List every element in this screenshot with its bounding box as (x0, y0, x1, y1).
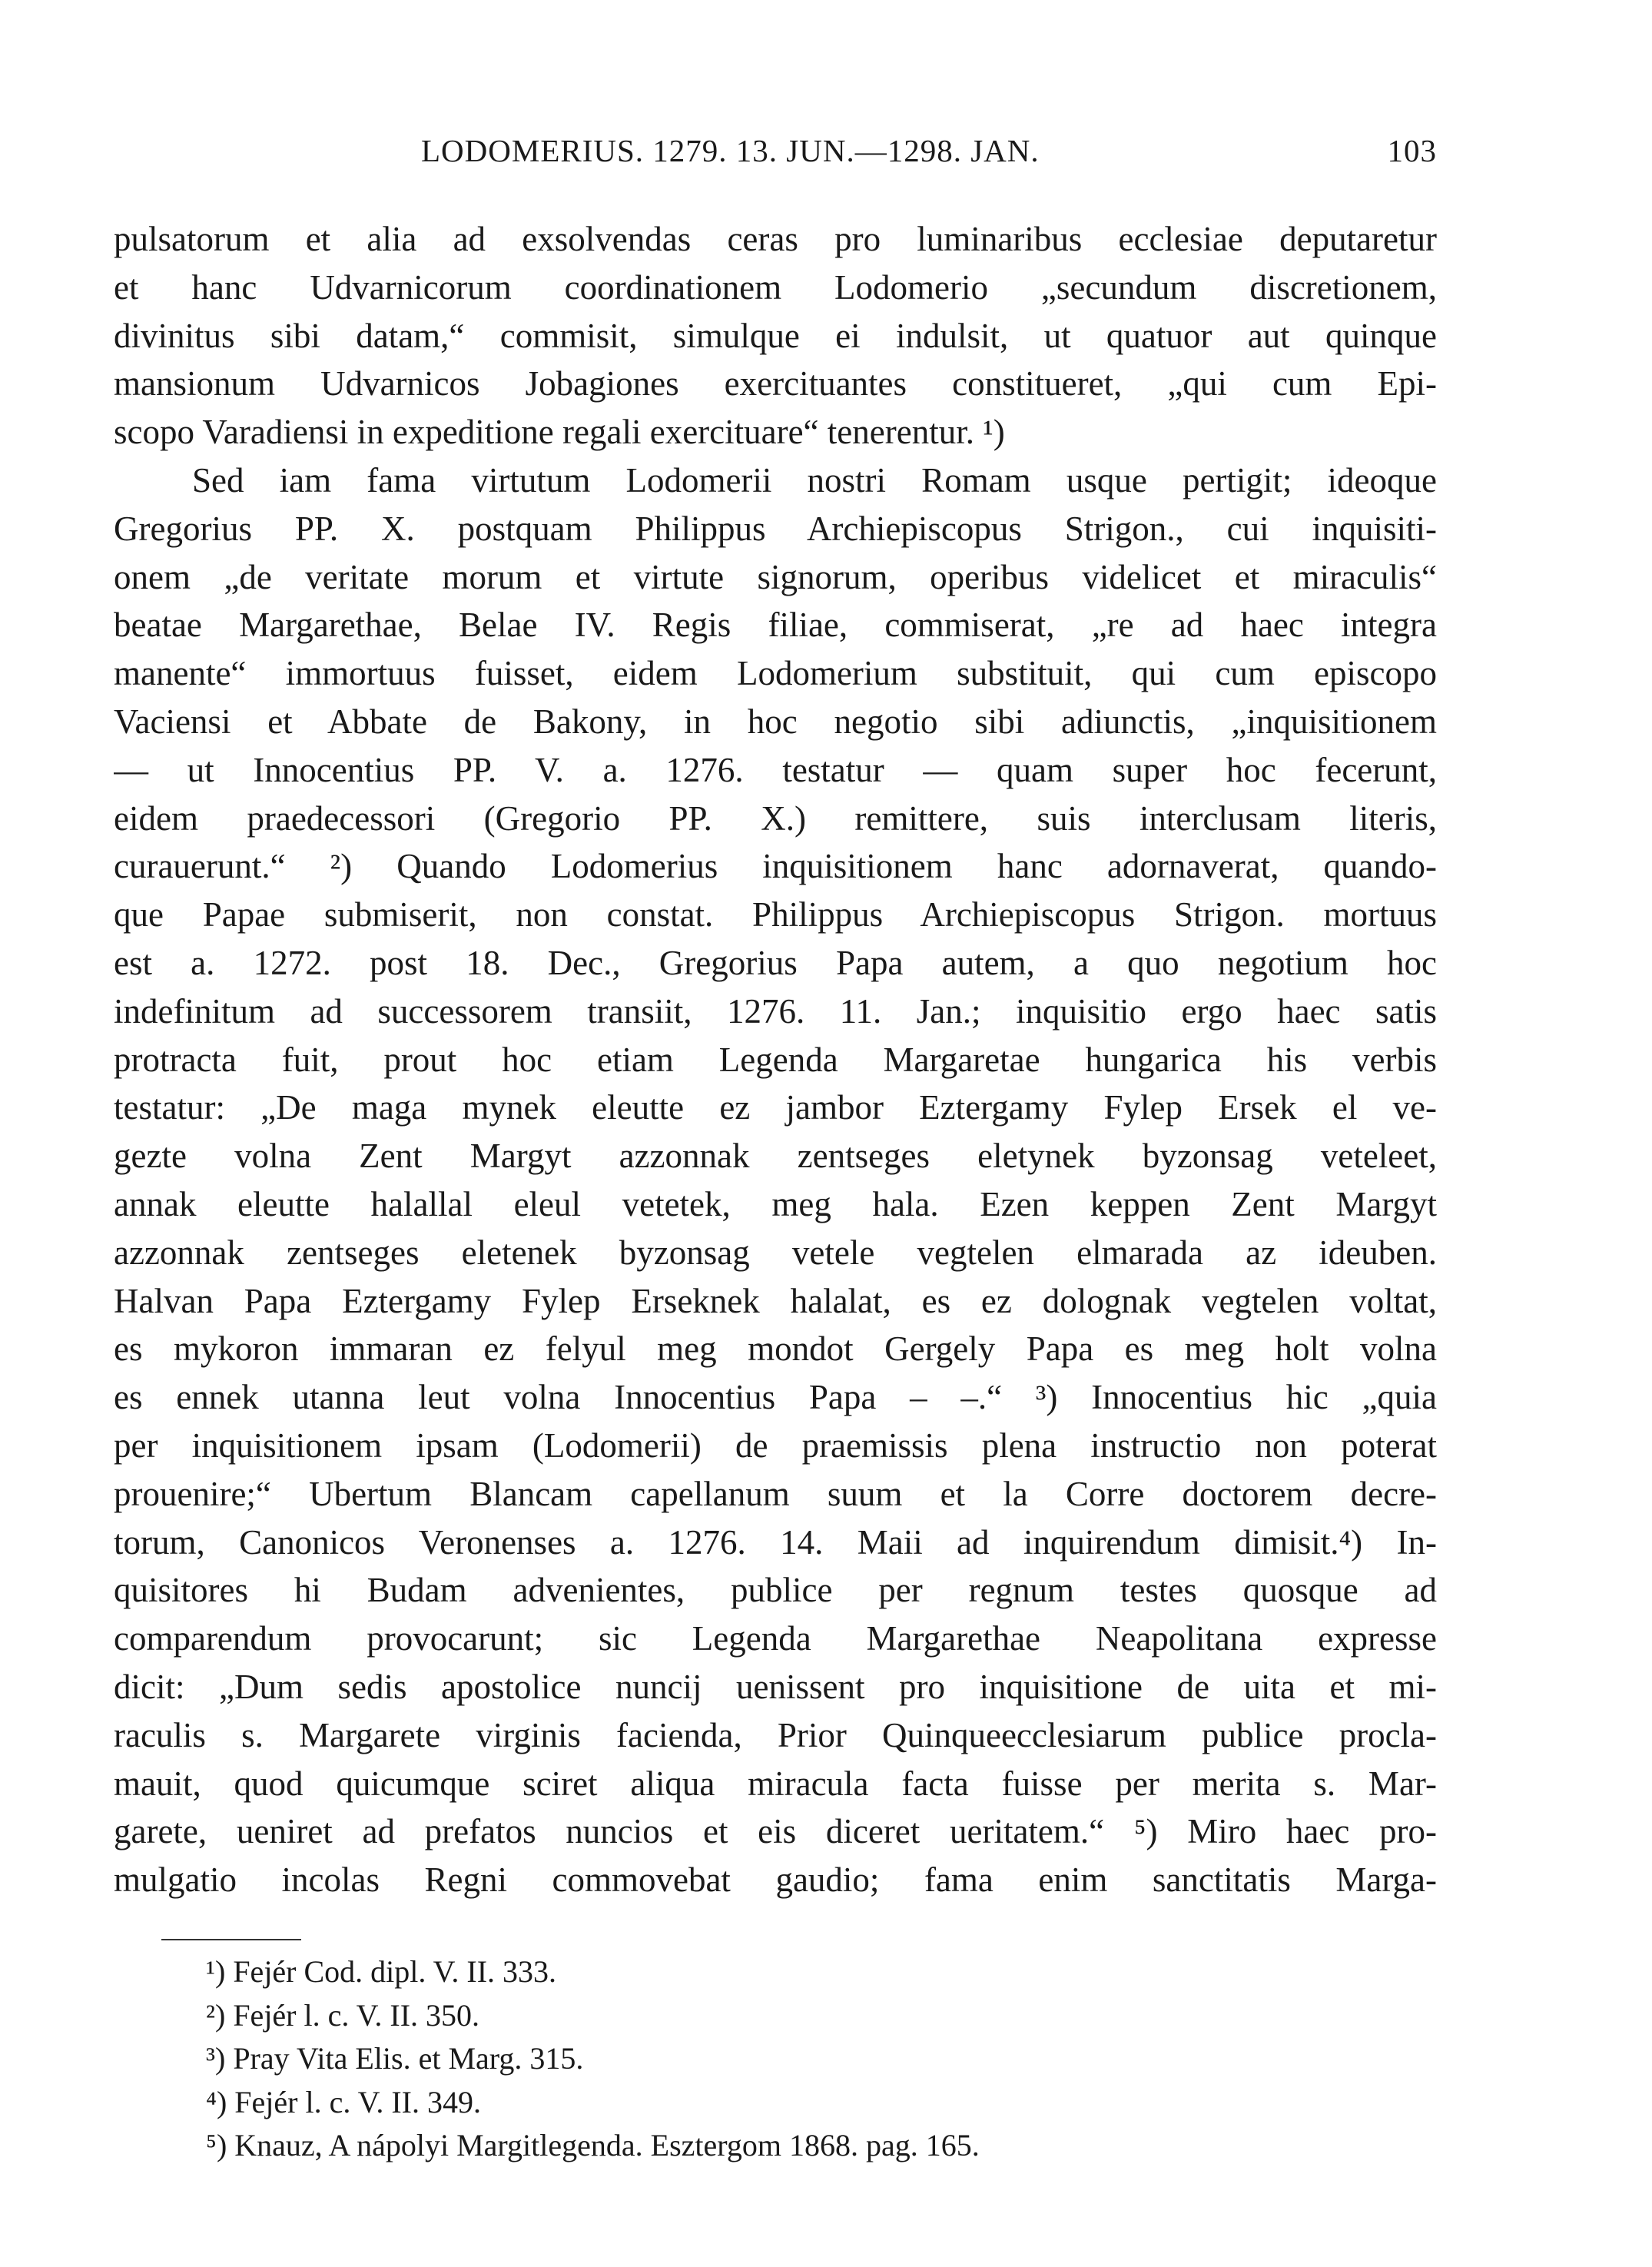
text-line: — ut Innocentius PP. V. a. 1276. testatur — quam super hoc fecerunt, (114, 750, 1437, 789)
footnote-divider (161, 1939, 301, 1940)
text-line: protracta fuit, prout hoc etiam Legenda Margaretae hungarica his verbis (114, 1040, 1437, 1079)
footnote: ⁵) Knauz, A nápolyi Margitlegenda. Esztergom 1868. pag. 165. (206, 2128, 980, 2162)
text-line: que Papae submiserit, non constat. Philippus Archiepiscopus Strigon. mortuus (114, 895, 1437, 934)
running-title: LODOMERIUS. 1279. 13. JUN.—1298. JAN. (421, 133, 1040, 168)
page-number: 103 (1387, 133, 1437, 168)
text-line: torum, Canonicos Veronenses a. 1276. 14. Maii ad inquirendum dimisit.⁴) In- (114, 1522, 1437, 1562)
text-line: et hanc Udvarnicorum coordinationem Lodomerio „secundum discretionem, (114, 267, 1437, 307)
text-line: annak eleutte halallal eleul vetetek, meg hala. Ezen keppen Zent Margyt (114, 1184, 1437, 1223)
text-line: est a. 1272. post 18. Dec., Gregorius Papa autem, a quo negotium hoc (114, 943, 1437, 982)
text-line: per inquisitionem ipsam (Lodomerii) de praemissis plena instructio non poterat (114, 1426, 1437, 1465)
text-line: raculis s. Margarete virginis facienda, Prior Quinqueecclesiarum publice procla- (114, 1715, 1437, 1754)
text-line: scopo Varadiensi in expeditione regali exercituare“ tenerentur. ¹) (114, 413, 1005, 452)
text-line: Sed iam fama virtutum Lodomerii nostri Romam usque pertigit; ideoque (192, 460, 1437, 500)
footnote: ¹) Fejér Cod. dipl. V. II. 333. (206, 1954, 557, 1989)
text-line: beatae Margarethae, Belae IV. Regis filiae, commiserat, „re ad haec integra (114, 606, 1437, 645)
text-line: curauerunt.“ ²) Quando Lodomerius inquisitionem hanc adornaverat, quando- (114, 847, 1437, 886)
footnote: ²) Fejér l. c. V. II. 350. (206, 1997, 480, 2033)
text-line: eidem praedecessori (Gregorio PP. X.) remittere, suis interclusam literis, (114, 798, 1437, 838)
text-line: garete, ueniret ad prefatos nuncios et eis diceret ueritatem.“ ⁵) Miro haec pro- (114, 1812, 1437, 1851)
text-line: Halvan Papa Eztergamy Fylep Erseknek halalat, es ez dolognak vegtelen voltat, (114, 1281, 1437, 1320)
text-line: es mykoron immaran ez felyul meg mondot Gergely Papa es meg holt volna (114, 1329, 1437, 1369)
footnotes (206, 1950, 1205, 2168)
text-line: quisitores hi Budam advenientes, publice per regnum testes quosque ad (114, 1571, 1437, 1610)
text-line: pulsatorum et alia ad exsolvendas ceras pro luminaribus ecclesiae deputaretur (114, 220, 1437, 258)
text-line: es ennek utanna leut volna Innocentius Papa – –.“ ³) Innocentius hic „quia (114, 1378, 1437, 1417)
text-line: mansionum Udvarnicos Jobagiones exercituantes constitueret, „qui cum Epi- (114, 364, 1437, 403)
footnote: ³) Pray Vita Elis. et Marg. 315. (206, 2041, 584, 2076)
text-line: testatur: „De maga mynek eleutte ez jambor Eztergamy Fylep Ersek el ve- (114, 1088, 1437, 1127)
text-line: indefinitum ad successorem transiit, 1276. 11. Jan.; inquisitio ergo haec satis (114, 991, 1437, 1031)
text-line: mauit, quod quicumque sciret aliqua miracula facta fuisse per merita s. Mar- (114, 1764, 1437, 1803)
text-line: azzonnak zentseges eletenek byzonsag vetele vegtelen elmarada az ideuben. (114, 1233, 1437, 1272)
text-line: mulgatio incolas Regni commovebat gaudio; fama enim sanctitatis Marga- (114, 1860, 1437, 1900)
text-line: dicit: „Dum sedis apostolice nuncij uenissent pro inquisitione de uita et mi- (114, 1667, 1437, 1706)
main-text (114, 215, 1437, 1904)
footnote: ⁴) Fejér l. c. V. II. 349. (206, 2084, 481, 2119)
text-line: onem „de veritate morum et virtute signorum, operibus videlicet et miraculis“ (114, 557, 1437, 596)
text-line: comparendum provocarunt; sic Legenda Margarethae Neapolitana expresse (114, 1619, 1437, 1658)
text-line: divinitus sibi datam,“ commisit, simulque ei indulsit, ut quatuor aut quinque (114, 316, 1437, 355)
text-line: manente“ immortuus fuisset, eidem Lodomerium substituit, qui cum episcopo (114, 654, 1437, 693)
running-header (114, 132, 1437, 178)
text-line: prouenire;“ Ubertum Blancam capellanum suum et la Corre doctorem decre- (114, 1474, 1437, 1513)
text-line: gezte volna Zent Margyt azzonnak zentseges eletynek byzonsag veteleet, (114, 1137, 1437, 1176)
text-line: Gregorius PP. X. postquam Philippus Archiepiscopus Strigon., cui inquisiti- (114, 509, 1437, 548)
text-line: Vaciensi et Abbate de Bakony, in hoc negotio sibi adiunctis, „inquisitionem (114, 702, 1437, 741)
